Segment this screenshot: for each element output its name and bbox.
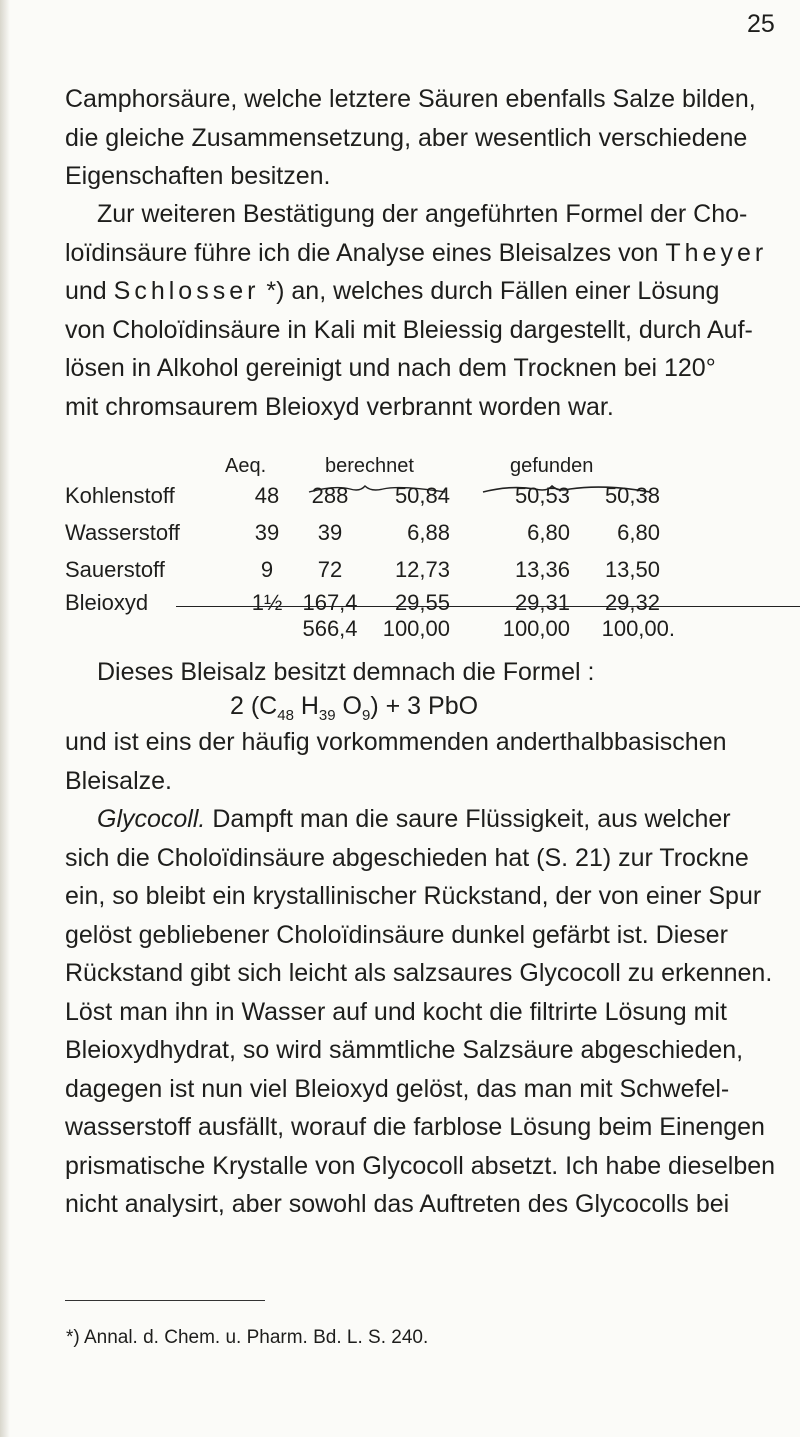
text-line: und Schlosser *) an, welches durch Fällen einer Lösung [65, 277, 720, 305]
sum-rule [176, 606, 800, 607]
chemical-formula: 2 ($C_{48}$ $H_{39}$ $O_9) + 3$ PbO [230, 692, 479, 724]
paragraph-4 [65, 723, 737, 800]
paragraph-5 [65, 800, 776, 1224]
text-line: loïdinsäure führe ich die Analyse eines Bleisalzes von Theyer [65, 238, 768, 267]
text-line: prismatische Krystalle von Glycocoll absetzt. Ich habe dieselben [65, 1151, 776, 1180]
text-line: Dieses Bleisalz besitzt demnach die Formel : [97, 658, 595, 686]
footnote-rule [65, 1300, 265, 1301]
header-berechnet: berechnet [325, 455, 414, 477]
text-line: Rückstand gibt sich leicht als salzsaures Glycocoll zu erkennen. [65, 959, 773, 987]
text-line: mit chromsaurem Bleioxyd verbrannt worden war. [65, 392, 614, 421]
text-line: ein, so bleibt ein krystallinischer Rückstand, der von einer Spur [65, 882, 762, 910]
page-number: 25 [747, 10, 775, 38]
text-line: die gleiche Zusammensetzung, aber wesentlich verschiedene [65, 123, 748, 152]
text-line: Löst man ihn in Wasser auf und kocht die filtrirte Lösung mit [65, 997, 727, 1026]
table-row: Wasserstoff 39 39 6,88 6,80 6,80 [65, 520, 660, 545]
page-edge-shadow [0, 0, 10, 1437]
text-line: sich die Choloïdinsäure abgeschieden hat (S. 21) zur Trockne [65, 843, 749, 872]
table-total-row: 566,4 100,00 100,00 100,00. [302, 616, 675, 641]
text-line: nicht analysirt, aber sowohl das Auftreten des Glycocolls bei [65, 1190, 730, 1218]
text-line: Bleisalze. [65, 766, 172, 795]
header-gefunden: gefunden [510, 455, 594, 477]
author-name: Schlosser [113, 277, 260, 305]
paragraph-2 [65, 195, 768, 426]
text-line: dagegen ist nun viel Bleioxyd gelöst, das man mit Schwefel- [65, 1074, 730, 1103]
author-name: Theyer [665, 238, 768, 267]
table-row: Bleioxyd 1½ 167,4 29,55 29,31 29,32 [65, 590, 660, 615]
text-line: Eigenschaften besitzen. [65, 162, 331, 190]
paragraph-1 [65, 80, 756, 196]
text-line: und ist eins der häufig vorkommenden anderthalbbasischen [65, 728, 727, 756]
text-line: Camphorsäure, welche letztere Säuren ebenfalls Salze bilden, [65, 85, 756, 113]
text-line: wasserstoff ausfällt, worauf die farblose Lösung beim Einengen [65, 1113, 765, 1141]
table-row: Sauerstoff 9 72 12,73 13,36 13,50 [65, 557, 660, 582]
text-line: lösen in Alkohol gereinigt und nach dem Trocknen bei 120° [65, 354, 716, 382]
text-line: Glycocoll. Dampft man die saure Flüssigkeit, aus welcher [97, 805, 731, 833]
text-line: von Choloïdinsäure in Kali mit Bleiessig dargestellt, durch Auf- [65, 315, 753, 344]
footnote: *) Annal. d. Chem. u. Pharm. Bd. L. S. 240. [66, 1327, 429, 1348]
section-title: Glycocoll. [97, 805, 206, 833]
paragraph-3 [65, 653, 737, 692]
text-line: Bleioxydhydrat, so wird sämmtliche Salzsäure abgeschieden, [65, 1036, 744, 1064]
header-aeq: Aeq. [225, 455, 267, 477]
table-row: Kohlenstoff 48 288 50,84 50,53 50,38 [65, 483, 660, 508]
text-line: Zur weiteren Bestätigung der angeführten Formel der Cho- [97, 200, 748, 228]
text-line: gelöst gebliebener Choloïdinsäure dunkel gefärbt ist. Dieser [65, 920, 728, 949]
